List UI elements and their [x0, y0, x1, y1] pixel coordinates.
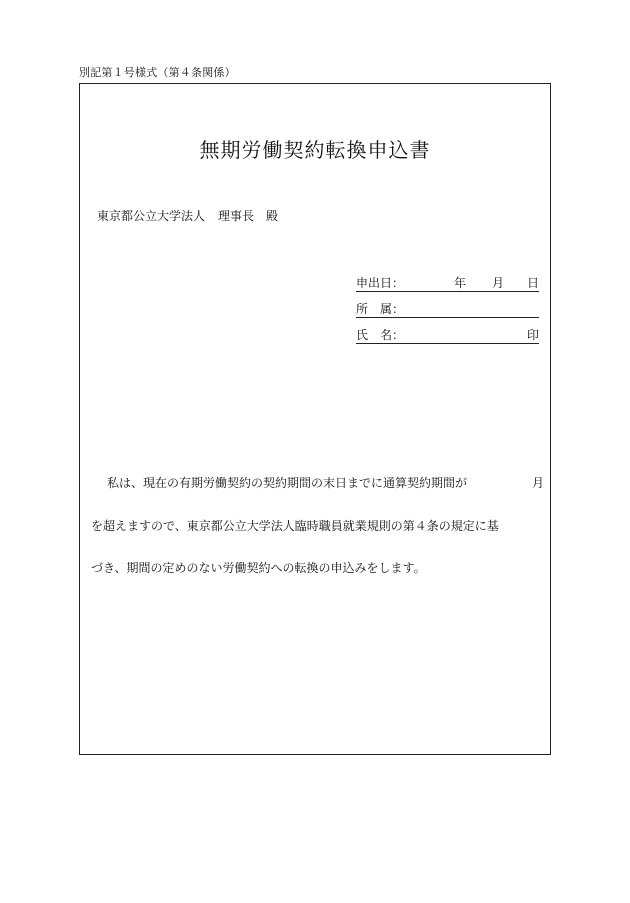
statement-line-3: づき、期間の定めのない労働契約への転換の申込みをします。	[91, 561, 426, 575]
document-title: 無期労働契約転換申込書	[199, 138, 431, 162]
addressee	[97, 207, 278, 224]
name-label: 氏 名：	[356, 328, 405, 342]
addressee-honorific: 殿	[266, 209, 279, 223]
addressee-position: 理事長	[218, 209, 255, 223]
name-field[interactable]	[356, 326, 539, 344]
statement-line-2: を超えますので、東京都公立大学法人臨時職員就業規則の第４条の規定に基	[91, 519, 499, 533]
day-label: 日	[527, 276, 540, 290]
statement-line-1: 私は、現在の有期労働契約の契約期間の末日までに通算契約期間が	[107, 476, 468, 490]
seal-mark: 印	[526, 328, 539, 342]
department-label: 所 属：	[356, 302, 405, 316]
date-label: 申出日：	[356, 276, 405, 290]
year-label: 年	[454, 276, 467, 290]
month-label: 月	[492, 276, 505, 290]
date-field[interactable]	[356, 274, 539, 292]
addressee-organization: 東京都公立大学法人	[97, 209, 206, 223]
statement-month-unit: 月	[532, 476, 545, 490]
form-reference: 別記第１号様式（第４条関係）	[79, 66, 236, 79]
department-field[interactable]	[356, 300, 539, 318]
form-frame	[79, 83, 551, 755]
